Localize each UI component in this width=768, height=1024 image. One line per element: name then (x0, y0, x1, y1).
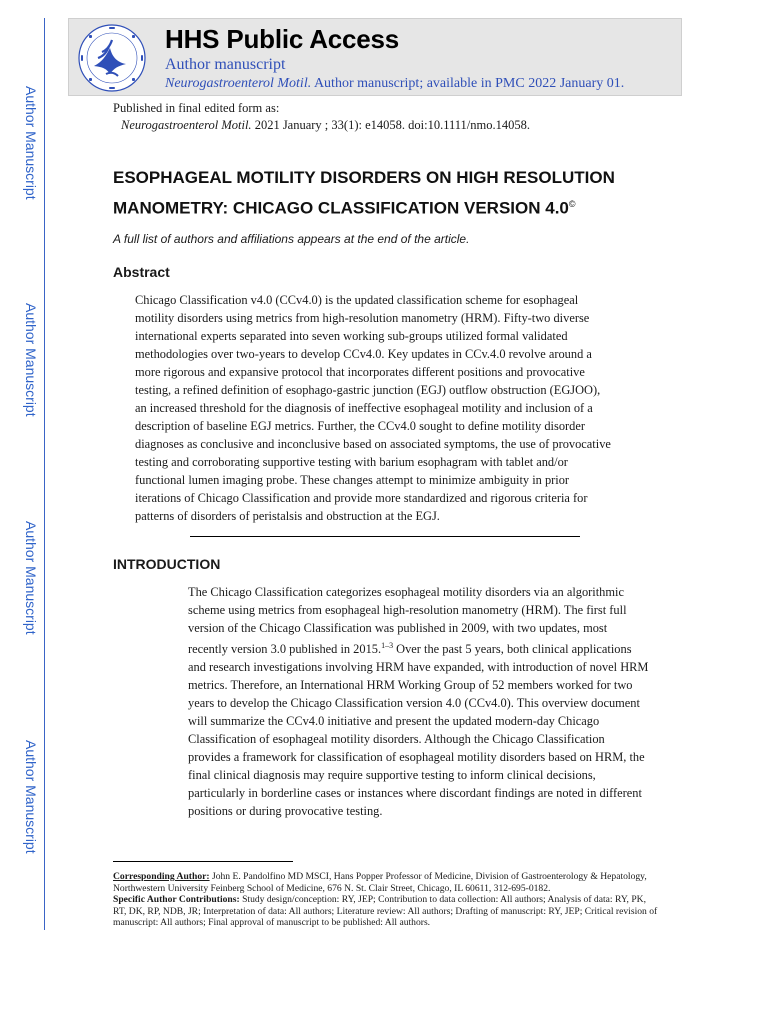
corresponding-author-text: John E. Pandolfino MD MSCI, Hans Popper Professor of Medicine, Division of Gastroenterology & Hepatology, Northwestern University Feinberg School of Medicine, 676 N. St. Clair Street, Chicago, IL 60611, 312-695-0182. (113, 871, 647, 894)
author-contributions-note (113, 894, 658, 929)
published-citation (121, 118, 530, 133)
header-journal-line (165, 76, 624, 92)
footnotes (113, 871, 658, 929)
margin-label-author-manuscript: Author Manuscript (23, 303, 39, 417)
margin-rule (44, 18, 45, 930)
introduction-text (188, 583, 650, 820)
header-subtitle: Author manuscript (165, 56, 286, 73)
header-title: HHS Public Access (165, 24, 400, 54)
intro-text-part-1: The Chicago Classification categorizes esophageal motility disorders via an algorithmic scheme using metrics from esophageal high-resolution manometry (HRM). The first full version of the Chicago Classification was published in 2009, with two updates, most recently version 3.0 published in 2015. (188, 585, 627, 657)
intro-text-part-2: Over the past 5 years, both clinical applications and research investigations involving HRM have expanded, with introduction of novel HRM metrics. Therefore, an International HRM Working Group of 52 members worked for two years to develop the Chicago Classification version 4.0 (CCv4.0). This overview document will summarize the CCv4.0 initiative and present the updated modern-day Chicago Classification of esophageal motility disorders. Although the Chicago Classification provides a framework for classification of esophageal motility disorders based on HRM, the final clinical diagnosis may require supportive testing to inform clinical decisions, particularly in borderline cases or instances where discordant findings are noted in different positions or during provocative testing. (188, 642, 649, 819)
affiliation-note: A full list of authors and affiliations appears at the end of the article. (113, 232, 470, 246)
introduction-heading: INTRODUCTION (113, 556, 221, 572)
author-contributions-label: Specific Author Contributions: (113, 894, 240, 906)
reference-link[interactable]: 1–3 (381, 641, 394, 650)
author-contributions-text: Study design/conception: RY, JEP; Contribution to data collection: All authors; Analysis of data: RY, PK, RT, DK, RP, NDB, JR; Interpretation of data: All authors; Literature review: All authors; Drafting of manuscript: RY, JEP; Critical revision of manuscript: All authors; Final approval of manuscript to be published: All authors. (113, 894, 658, 929)
footnote-divider (113, 861, 293, 862)
journal-name: Neurogastroenterol Motil. (165, 76, 312, 91)
paper-title-text: ESOPHAGEAL MOTILITY DISORDERS ON HIGH RESOLUTION MANOMETRY: CHICAGO CLASSIFICATION VERSION 4.0 (113, 168, 615, 218)
published-label: Published in final edited form as: (113, 101, 280, 115)
abstract-heading: Abstract (113, 264, 170, 280)
abstract-text: Chicago Classification v4.0 (CCv4.0) is the updated classification scheme for esophageal motility disorders using metrics from high-resolution manometry (HRM). Fifty-two diverse international experts separated into seven working sub-groups utilized formal validated methodologies over two-years to develop CCv4.0. Key updates in CCv.4.0 revolve around a more rigorous and expansive protocol that incorporates different positions and provocative testing, a refined definition of esophago-gastric junction (EGJ) outflow obstruction (EGJOO), an increased threshold for the diagnosis of ineffective esophageal motility and inclusion of a description of baseline EGJ metrics. Further, the CCv4.0 sought to define motility disorder diagnoses as conclusive and inconclusive based on associated symptoms, the use of provocative testing and corroborating supportive testing with barium esophagram with tablet and/or functional lumen imaging probe. These changes attempt to minimize ambiguity in prior iterations of Chicago Classification and provide more standardized and rigorous criteria for patterns of disorders of peristalsis and obstruction at the EGJ. (135, 293, 611, 523)
copyright-mark: © (568, 199, 576, 209)
paper-title (113, 165, 673, 222)
citation-details: 2021 January ; 33(1): e14058. doi:10.1111/nmo.14058. (251, 118, 531, 132)
margin-label-author-manuscript: Author Manuscript (23, 86, 39, 200)
section-divider (190, 536, 580, 537)
margin-label-author-manuscript: Author Manuscript (23, 521, 39, 635)
corresponding-author-note (113, 871, 658, 894)
citation-journal: Neurogastroenterol Motil. (121, 118, 252, 132)
availability-text: Author manuscript; available in PMC 2022 January 01. (311, 76, 625, 91)
margin-label-author-manuscript: Author Manuscript (23, 740, 39, 854)
hhs-eagle-seal-icon (76, 22, 148, 94)
corresponding-author-label: Corresponding Author: (113, 871, 210, 882)
